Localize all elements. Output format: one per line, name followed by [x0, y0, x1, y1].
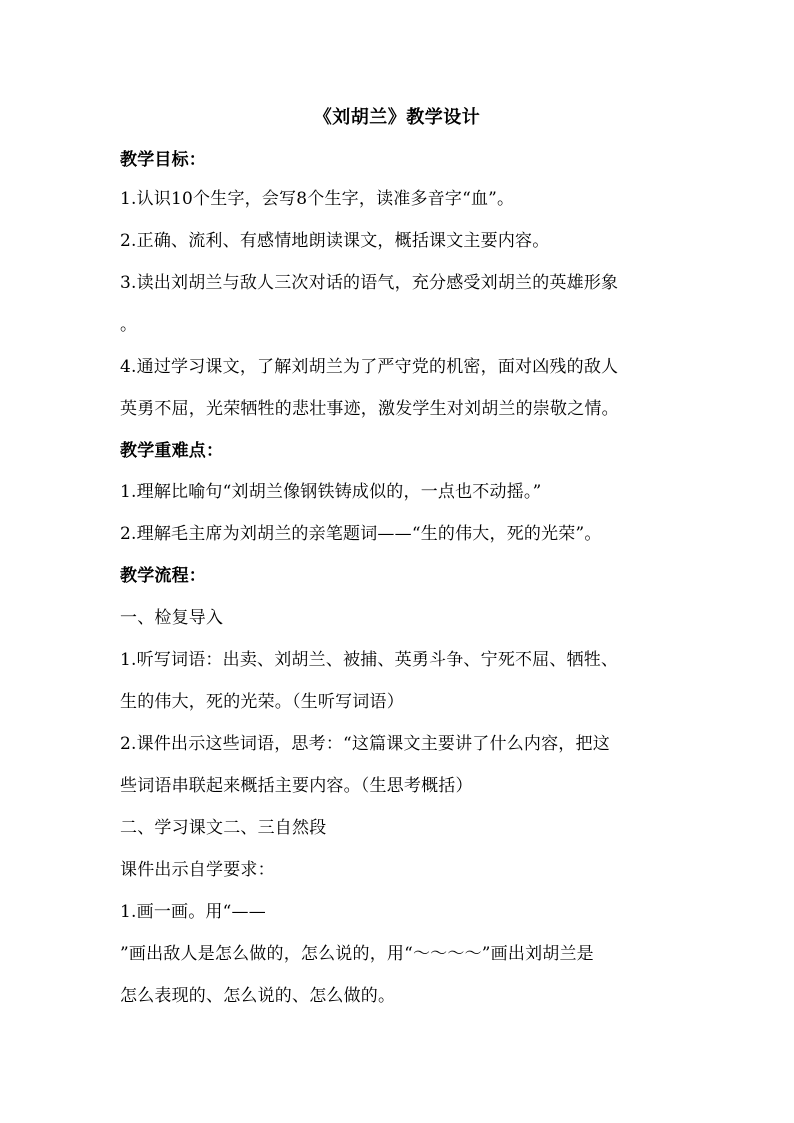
paragraph-line: 二、学习课文二、三自然段 — [120, 818, 327, 838]
paragraph-line: 生的伟大，死的光荣。（生听写词语） — [120, 692, 404, 712]
section-heading-objectives: 教学目标： — [120, 150, 206, 170]
paragraph-line: 2.理解毛主席为刘胡兰的亲笔题词——“生的伟大，死的光荣”。 — [120, 524, 602, 544]
paragraph-line: 2.正确、流利、有感情地朗读课文，概括课文主要内容。 — [120, 231, 550, 251]
paragraph-line: 1.认识10个生字，会写8个生字，读准多音字“血”。 — [120, 189, 515, 209]
paragraph-line: 4.通过学习课文，了解刘胡兰为了严守党的机密，面对凶残的敌人 — [120, 357, 619, 377]
paragraph-line: 英勇不屈，光荣牺牲的悲壮事迹，激发学生对刘胡兰的崇敬之情。 — [120, 399, 619, 419]
section-heading-process: 教学流程： — [120, 566, 206, 586]
paragraph-line: 课件出示自学要求： — [120, 860, 275, 880]
paragraph-line: 。 — [120, 315, 138, 335]
section-heading-key-points: 教学重难点： — [120, 441, 224, 461]
paragraph-line: 怎么表现的、怎么说的、怎么做的。 — [120, 986, 396, 1006]
paragraph-line: 1.理解比喻句“刘胡兰像钢铁铸成似的，一点也不动摇。” — [120, 482, 542, 502]
paragraph-line: 3.读出刘胡兰与敌人三次对话的语气，充分感受刘胡兰的英雄形象 — [120, 273, 619, 293]
document-title: 《刘胡兰》教学设计 — [313, 107, 481, 128]
paragraph-line: 1.画一画。用“—— — [120, 902, 266, 922]
paragraph-line: 1.听写词语：出卖、刘胡兰、被捕、英勇斗争、宁死不屈、牺牲、 — [120, 650, 619, 670]
paragraph-line: ”画出敌人是怎么做的，怎么说的，用“～～～～”画出刘胡兰是 — [120, 944, 594, 964]
paragraph-line: 一、检复导入 — [120, 608, 224, 628]
paragraph-line: 2.课件出示这些词语，思考：“这篇课文主要讲了什么内容，把这 — [120, 734, 610, 754]
paragraph-line: 些词语串联起来概括主要内容。（生思考概括） — [120, 776, 473, 796]
